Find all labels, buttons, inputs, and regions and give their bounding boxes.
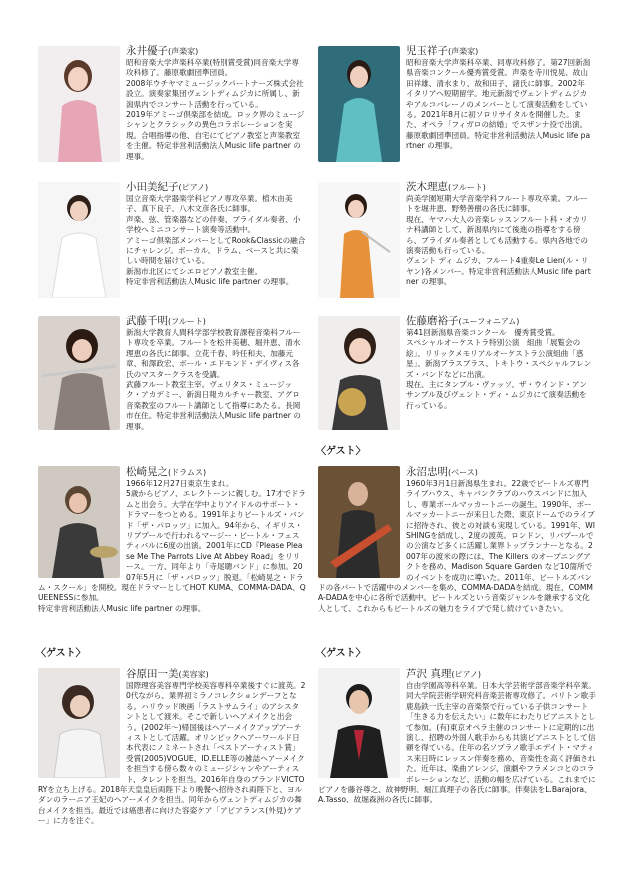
portrait-image [38, 182, 120, 298]
member-bio: 新潟大学教育人間科学部学校教育課程音楽科フルート専攻を卒業。フルートを松井美穂、堀井恵、清水理恵の各氏に師事。立花千春、吟任和夫、加藤元章、和澤政宏、ボール・エドモンド・デイヴィス各氏のマスタークラスを受講。 武藤フルート教室主宰。ヴェリタス・ミュージック・アカデミー、新潟日報カルチャー教室、アグロ音楽教室のフルート講師として指導にあたる。長岡市在住。特定非営利活動法人Music life partner の理事。 [126, 328, 301, 431]
member-bio: 1966年12月27日東京生まれ。 5歳からピアノ、エレクトーンに親しむ。17才でドラムと出会う。大学在学中よりアイドルのサポート・ドラマーをつとめる。1991年よりビートルズ・バンド「ザ・パロッツ」に加入。94年から、イギリス・リブプールで行われるマージー・ビートル・フェスティバルに6度の出演。2001年にCD『Please Please Me The Parrots Live At Abbey Road』をリリース。一方、同年より「寺尾聰バンド」に参加。2007年5月に「ザ・パロッツ」脱退。「松崎晃之・ドラム・スクール」を開校。現在ドラマーとしてHOT KUMA、COMMA-DADA、QUEENESSに参加。 特定非営利活動法人Music life partner の理事。 [38, 479, 306, 613]
member-name: 児玉祥子(声楽家) [406, 45, 479, 57]
member-bio: 昭和音楽大学声楽科卒業(特別賞受賞)同音楽大学専攻科修了。藤原歌劇団準団員。 2008年ウチヤマミュージックパートナーズ株式会社設立。演奏家集団ヴェントディムジカに所属し、新潟県内でコンサート活動を行っている。 2019年アミーゴ倶楽部を結成。ロック界のミュージシャンとクラシックの異色コラボレーションを実現。合唱指導の他、自宅にてピアノ教室と声楽教室を主催。特定非営利活動法人Music life partner の理事。 [126, 58, 305, 161]
member-bio: 昭和音楽大学声楽科卒業、同専攻科修了。第27回新潟県音楽コンクール優秀賞受賞。声楽を寺川悦晃、故山田祥雄、清水まり、故和田子、諸氏に師事。2002年イタリアへ短期留学。地元新潟でヴェントディムジカやアルコバレーノのメンバーとして演奏活動をしている。2021年8月に初ソロリサイタルを開催した。また、オペラ「フィガロの結婚」でスザンナ役で出演。藤原歌劇団準団員。特定非営利活動法人Music life partner の理事。 [406, 58, 591, 151]
portrait-photo [318, 316, 400, 430]
member-name: 小田美紀子(ピアノ) [126, 181, 209, 193]
portrait-image [318, 182, 400, 298]
guest-label: 〈ゲスト〉 [316, 446, 366, 457]
member-name: 永井優子(声楽家) [126, 45, 199, 57]
member-bio: 第41回新潟県音楽コンクール 優秀賞受賞。 スペシャルオーケストラ特別公演 組曲「展覧会の絵」、リリックメモリアルオーケストラ公演組曲「惑星」、新潟ブラスブラス、トキトウ・スペシャルフレンズ・バンドなどに出演。 現在、主にタンブル・ヴァッソ、ザ・ウインド・アンサンブル及びヴェント・ディ・ムジカにて演奏活動を行っている。 [406, 328, 592, 410]
member-bio: 国際理容美容専門学校美容専科卒業後すぐに渡英。20代ながら、業界初ミラノコレクションデーフとなる。ハリウッド映画「ラストサムライ」のアシスタントとして渡米。そこで新しいヘアメイクと出会う。(2002年～)帰国後はヘアーメイクアップアーティストとして活躍。オリンピックヘアーワールド日本代表にノミネートされ「ベストアーティスト賞」受賞(2005)VOGUE、ID.ELLE等の雑誌ヘアーメイクを担当する傍ら数々のミュージシャンやアーティスト、タレントを担当。2016年自身のブランドVICTORYを立ち上げる。2018年天皇皇后両陛下より晩餐へ招待され両陛下と、ヨルダンのラーニア王妃のヘアーメイクを担当。同年からヴェントディムジカの舞台メイクを担当。最近では癌患者に向けた容姿ケア「アピアランス(外見)ケアー」に力を注ぐ。 [38, 681, 306, 826]
member-bio: 自由学園高等科卒業。日本大学芸術学部音楽学科卒業。同大学院芸術学研究科音楽芸術専攻修了。バリトン歌手鹿島鉄一氏主宰の音楽祭で行っている子供コンサート「生きる力を伝えたい」に数年にわたりピアニストとして参加。(有)東京オペラ主催のコンサートに定期的に出演し、招聘の外国人歌手からも共演ピアニストとして信頼を得ている。住年の名ソプラノ歌手エデイト・マティス来日時にレッスン伴奏を務め、音楽性を高く評価された。近年は、楽曲アレンジ、演劇やフラメンコとのコラボレーションなど、活動の幅を広げている。これまでにピアノを藤谷尊之、故神野明、堀江真理子の各氏に師事。伴奏法をL.Barajora、A.Tasso、故堀森洲の各氏に師事。 [318, 681, 596, 805]
member-name: 永沼忠明(ベース) [406, 466, 478, 478]
guest-label: 〈ゲスト〉 [316, 648, 366, 659]
member-bio: 尚美学園短期大学音楽学科フルート専攻卒業。フルートを堀井恵、野勢善樹の各氏に師事。 現在、ヤマハ大人の音楽レッスンフルート科・オカリナ科講師として、新潟県内にて後進の指導をする傍ら、ブライダル奏者としても活動する。県内各地での演奏活動も行っている。 ヴェント ディ ムジカ、フルート4重奏Le Lien(ル・リヤン)各メンバー。特定非営利活動法人Music life partner の理事。 [406, 194, 591, 287]
portrait-image [318, 46, 400, 162]
portrait-photo [38, 46, 120, 162]
member-name: 茨木理恵(フルート) [406, 181, 486, 193]
member-name: 佐藤磨裕子(ユーフォニアム) [406, 315, 520, 327]
portrait-image [318, 316, 400, 430]
guest-label: 〈ゲスト〉 [36, 648, 86, 659]
portrait-photo [318, 182, 400, 298]
member-name: 芦沢 真理(ピアノ) [406, 668, 481, 680]
portrait-photo [318, 46, 400, 162]
member-name: 武藤千明(フルート) [126, 315, 206, 327]
member-name: 松崎晃之(ドラムス) [126, 466, 207, 478]
member-name: 谷原田一美(美容家) [126, 668, 209, 680]
member-bio: 国立音楽大学器楽学科ピアノ専攻卒業。植木由美子、真下良子、八木文彦各氏に師事。 声楽、弦、管楽器などの伴奏、ブライダル奏者、小学校へミニコンサート演奏等活動中。 アミーゴ倶楽部メンバーとしてRook&Classicの融合にチャレンジ。ボーカル、ドラム、ベースと共に楽しい時間を届けている。 新潟市北区にてシエロピアノ教室主催。 特定非営利活動法人Music life partner の理事。 [126, 194, 306, 287]
portrait-image [38, 46, 120, 162]
portrait-photo [38, 316, 120, 430]
portrait-photo [38, 182, 120, 298]
portrait-image [38, 316, 120, 430]
member-bio: 1960年3月1日新潟県生まれ。22歳でビートルズ専門ライブハウス、キャバンクラブのハウスバンドに加入し、専業ポールマッカートニーの誕生。1990年、ポールマッカートニーが来日した際、東京ドームでのライブに招待され、彼との対談も実現している。1991年、WISHINGを結成し、2度の渡英。ロンドン、リバプールでの公演など多くに活躍し業界トップランナーとなる。2007年の渡米の際には、The Killers のオープニングアクトを務め、Madison Square Garden など10箇所でのイベントを成功に導いた。2011年、ビートルズバンドの各パートで活躍中のメンバーを集め、COMMA-DADAを結成。現在、COMMA-DADAを中心に各所で活動中。ビートルズという音楽ジャンルを継承する文化人として、これからもビートルズの魅力をライブで発し続けていきたい。 [318, 479, 595, 613]
